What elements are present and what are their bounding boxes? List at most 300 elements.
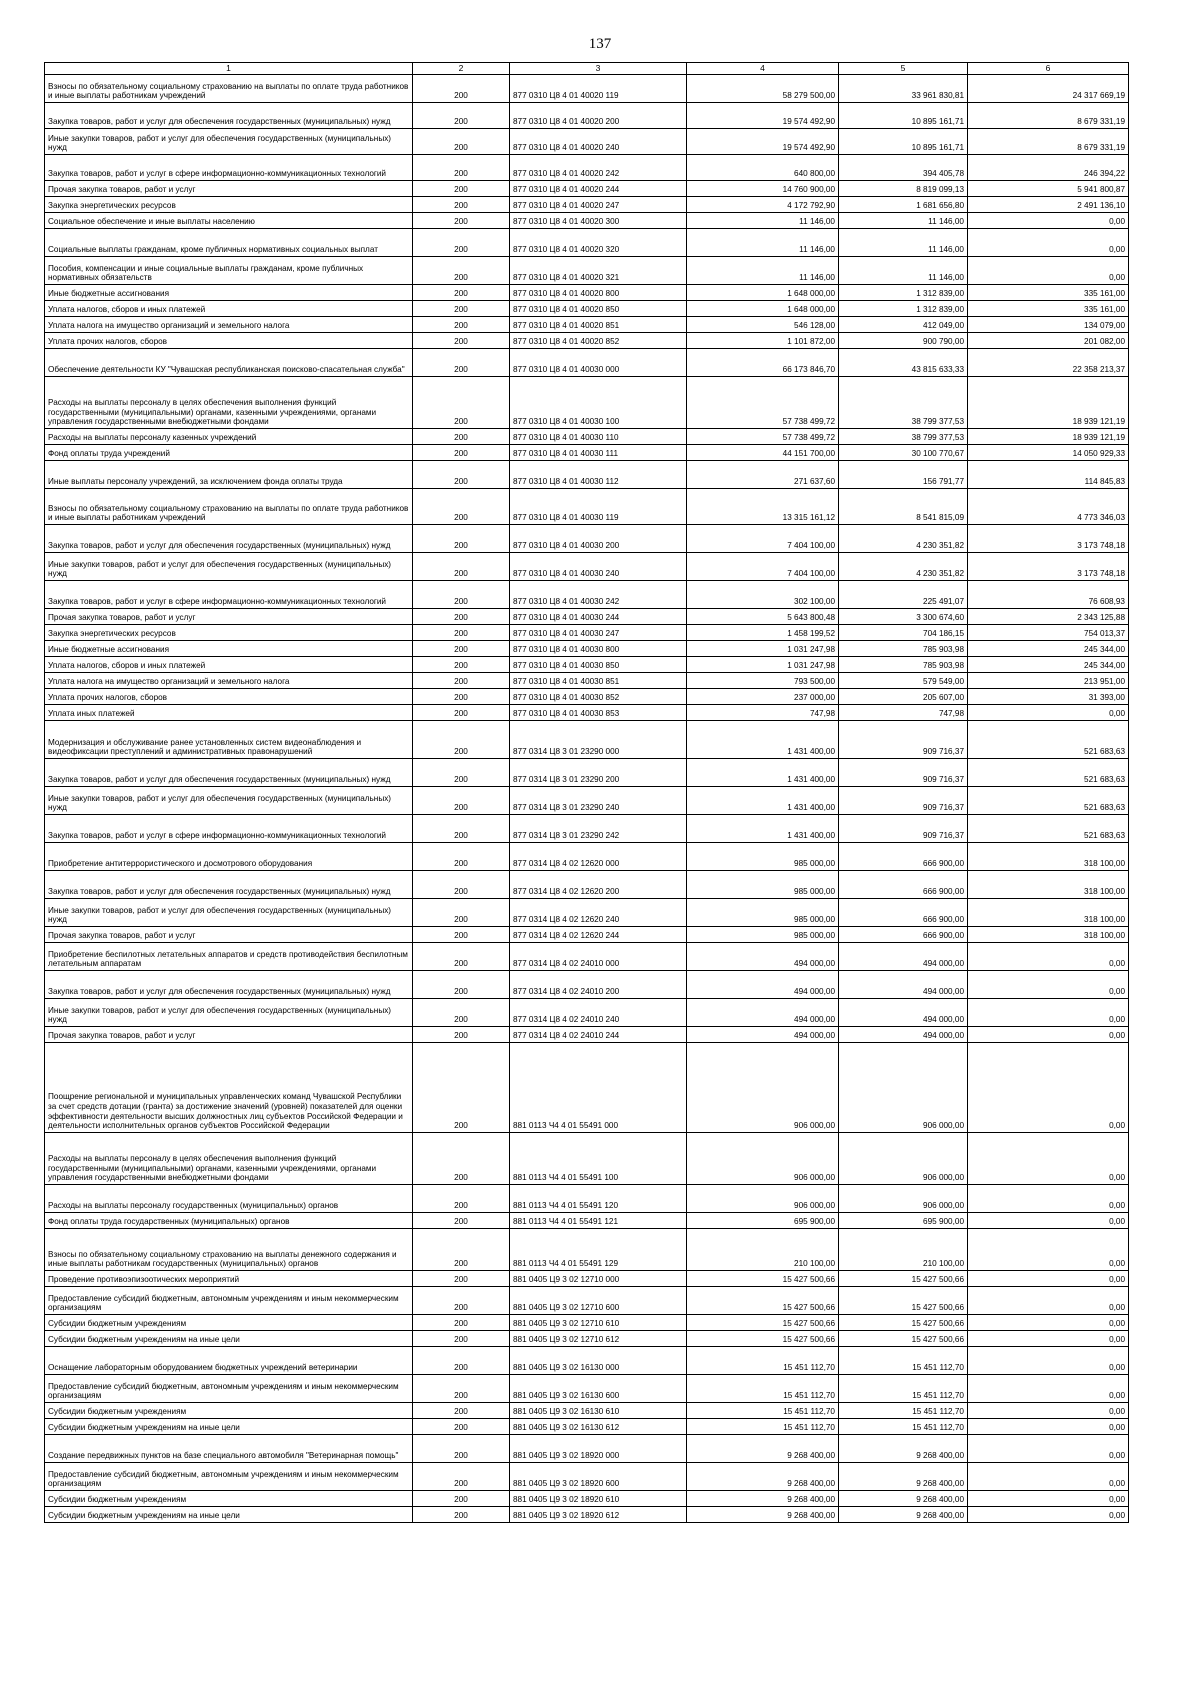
row-name: Предоставление субсидий бюджетным, автономным учреждениям и иным некоммерческим организациям (45, 1375, 413, 1403)
row-line-code: 200 (413, 333, 510, 349)
row-line-code: 200 (413, 1347, 510, 1375)
row-executed-amount: 15 451 112,70 (839, 1347, 968, 1375)
row-remaining-amount: 521 683,63 (968, 721, 1129, 759)
row-classification-code: 877 0314 Ц8 3 01 23290 242 (510, 815, 687, 843)
table-row (45, 285, 1129, 301)
row-classification-code: 881 0405 Ц9 3 02 16130 600 (510, 1375, 687, 1403)
table-row (45, 943, 1129, 971)
table-row (45, 871, 1129, 899)
row-name: Модернизация и обслуживание ранее установленных систем видеонаблюдения и видеофиксации преступлений и административных правонарушений (45, 721, 413, 759)
row-executed-amount: 15 451 112,70 (839, 1419, 968, 1435)
row-line-code: 200 (413, 553, 510, 581)
row-executed-amount: 494 000,00 (839, 943, 968, 971)
table-row (45, 581, 1129, 609)
row-approved-amount: 546 128,00 (687, 317, 839, 333)
row-remaining-amount: 0,00 (968, 1133, 1129, 1185)
row-line-code: 200 (413, 1331, 510, 1347)
row-remaining-amount: 5 941 800,87 (968, 181, 1129, 197)
row-executed-amount: 579 549,00 (839, 673, 968, 689)
row-remaining-amount: 0,00 (968, 1185, 1129, 1213)
row-line-code: 200 (413, 999, 510, 1027)
row-line-code: 200 (413, 155, 510, 181)
row-approved-amount: 1 031 247,98 (687, 641, 839, 657)
row-approved-amount: 15 451 112,70 (687, 1419, 839, 1435)
row-line-code: 200 (413, 673, 510, 689)
table-row (45, 1419, 1129, 1435)
table-row (45, 525, 1129, 553)
row-approved-amount: 15 427 500,66 (687, 1331, 839, 1347)
row-remaining-amount: 201 082,00 (968, 333, 1129, 349)
row-name: Иные закупки товаров, работ и услуг для обеспечения государственных (муниципальных) нужд (45, 787, 413, 815)
row-executed-amount: 8 819 099,13 (839, 181, 968, 197)
row-name: Закупка товаров, работ и услуг для обеспечения государственных (муниципальных) нужд (45, 971, 413, 999)
row-remaining-amount: 245 344,00 (968, 657, 1129, 673)
row-remaining-amount: 0,00 (968, 1435, 1129, 1463)
row-line-code: 200 (413, 213, 510, 229)
row-remaining-amount: 0,00 (968, 943, 1129, 971)
row-line-code: 200 (413, 429, 510, 445)
row-line-code: 200 (413, 1229, 510, 1271)
row-executed-amount: 909 716,37 (839, 815, 968, 843)
row-classification-code: 881 0113 Ч4 4 01 55491 100 (510, 1133, 687, 1185)
table-row (45, 181, 1129, 197)
row-remaining-amount: 2 343 125,88 (968, 609, 1129, 625)
row-name: Социальные выплаты гражданам, кроме публичных нормативных социальных выплат (45, 229, 413, 257)
column-number-header: 6 (968, 63, 1129, 75)
row-approved-amount: 9 268 400,00 (687, 1435, 839, 1463)
table-row (45, 1185, 1129, 1213)
row-line-code: 200 (413, 301, 510, 317)
table-row (45, 971, 1129, 999)
row-line-code: 200 (413, 1213, 510, 1229)
row-name: Поощрение региональной и муниципальных управленческих команд Чувашской Республики за счет средств дотации (гранта) за достижение значений (уровней) показателей для оценки эффективности деятельности высших должностных лиц субъектов Российской Федерации и деятельности исполнительных органов субъектов Российской Федерации (45, 1043, 413, 1133)
row-name: Субсидии бюджетным учреждениям на иные цели (45, 1419, 413, 1435)
row-line-code: 200 (413, 871, 510, 899)
row-classification-code: 877 0310 Ц8 4 01 40020 851 (510, 317, 687, 333)
table-row (45, 1315, 1129, 1331)
column-number-row (45, 63, 1129, 75)
table-row (45, 1463, 1129, 1491)
row-approved-amount: 302 100,00 (687, 581, 839, 609)
row-approved-amount: 13 315 161,12 (687, 489, 839, 525)
row-classification-code: 877 0310 Ц8 4 01 40030 112 (510, 461, 687, 489)
row-name: Иные закупки товаров, работ и услуг для обеспечения государственных (муниципальных) нужд (45, 899, 413, 927)
row-executed-amount: 205 607,00 (839, 689, 968, 705)
table-row (45, 1043, 1129, 1133)
row-line-code: 200 (413, 257, 510, 285)
row-executed-amount: 909 716,37 (839, 787, 968, 815)
row-executed-amount: 906 000,00 (839, 1043, 968, 1133)
row-executed-amount: 785 903,98 (839, 641, 968, 657)
row-classification-code: 877 0310 Ц8 4 01 40030 200 (510, 525, 687, 553)
row-approved-amount: 1 648 000,00 (687, 285, 839, 301)
row-classification-code: 881 0405 Ц9 3 02 12710 612 (510, 1331, 687, 1347)
row-remaining-amount: 31 393,00 (968, 689, 1129, 705)
row-remaining-amount: 0,00 (968, 1027, 1129, 1043)
row-executed-amount: 11 146,00 (839, 213, 968, 229)
row-approved-amount: 906 000,00 (687, 1185, 839, 1213)
row-remaining-amount: 76 608,93 (968, 581, 1129, 609)
row-executed-amount: 15 427 500,66 (839, 1315, 968, 1331)
row-classification-code: 877 0314 Ц8 4 02 24010 000 (510, 943, 687, 971)
table-row (45, 213, 1129, 229)
row-name: Создание передвижных пунктов на базе специального автомобиля "Ветеринарная помощь" (45, 1435, 413, 1463)
row-approved-amount: 15 451 112,70 (687, 1403, 839, 1419)
table-row (45, 103, 1129, 129)
row-approved-amount: 1 431 400,00 (687, 759, 839, 787)
row-approved-amount: 11 146,00 (687, 229, 839, 257)
row-executed-amount: 666 900,00 (839, 899, 968, 927)
row-classification-code: 877 0310 Ц8 4 01 40030 240 (510, 553, 687, 581)
row-name: Закупка товаров, работ и услуг для обеспечения государственных (муниципальных) нужд (45, 525, 413, 553)
row-name: Проведение противоэпизоотических мероприятий (45, 1271, 413, 1287)
row-name: Социальное обеспечение и иные выплаты населению (45, 213, 413, 229)
row-name: Закупка товаров, работ и услуг в сфере информационно-коммуникационных технологий (45, 155, 413, 181)
row-approved-amount: 793 500,00 (687, 673, 839, 689)
row-name: Предоставление субсидий бюджетным, автономным учреждениям и иным некоммерческим организациям (45, 1287, 413, 1315)
row-classification-code: 877 0310 Ц8 4 01 40030 242 (510, 581, 687, 609)
row-approved-amount: 57 738 499,72 (687, 377, 839, 429)
row-executed-amount: 494 000,00 (839, 1027, 968, 1043)
row-classification-code: 877 0310 Ц8 4 01 40030 853 (510, 705, 687, 721)
row-remaining-amount: 213 951,00 (968, 673, 1129, 689)
row-classification-code: 877 0310 Ц8 4 01 40020 244 (510, 181, 687, 197)
table-row (45, 1507, 1129, 1523)
row-classification-code: 877 0310 Ц8 4 01 40020 247 (510, 197, 687, 213)
row-executed-amount: 15 427 500,66 (839, 1331, 968, 1347)
row-classification-code: 881 0405 Ц9 3 02 18920 600 (510, 1463, 687, 1491)
table-row (45, 155, 1129, 181)
row-executed-amount: 9 268 400,00 (839, 1491, 968, 1507)
row-executed-amount: 704 186,15 (839, 625, 968, 641)
budget-table (44, 62, 1129, 1523)
row-classification-code: 881 0113 Ч4 4 01 55491 129 (510, 1229, 687, 1271)
table-row (45, 843, 1129, 871)
row-remaining-amount: 2 491 136,10 (968, 197, 1129, 213)
row-remaining-amount: 0,00 (968, 1463, 1129, 1491)
row-approved-amount: 1 648 000,00 (687, 301, 839, 317)
row-classification-code: 877 0310 Ц8 4 01 40020 320 (510, 229, 687, 257)
row-approved-amount: 906 000,00 (687, 1043, 839, 1133)
row-classification-code: 877 0310 Ц8 4 01 40030 850 (510, 657, 687, 673)
row-remaining-amount: 22 358 213,37 (968, 349, 1129, 377)
row-line-code: 200 (413, 103, 510, 129)
row-line-code: 200 (413, 377, 510, 429)
row-name: Субсидии бюджетным учреждениям на иные цели (45, 1331, 413, 1347)
row-executed-amount: 906 000,00 (839, 1133, 968, 1185)
row-line-code: 200 (413, 1507, 510, 1523)
row-executed-amount: 156 791,77 (839, 461, 968, 489)
row-executed-amount: 38 799 377,53 (839, 377, 968, 429)
row-approved-amount: 494 000,00 (687, 943, 839, 971)
table-row (45, 1375, 1129, 1403)
table-row (45, 1271, 1129, 1287)
row-line-code: 200 (413, 1419, 510, 1435)
row-approved-amount: 985 000,00 (687, 927, 839, 943)
row-approved-amount: 5 643 800,48 (687, 609, 839, 625)
row-remaining-amount: 521 683,63 (968, 759, 1129, 787)
row-approved-amount: 695 900,00 (687, 1213, 839, 1229)
row-executed-amount: 494 000,00 (839, 999, 968, 1027)
row-classification-code: 877 0314 Ц8 4 02 12620 000 (510, 843, 687, 871)
row-remaining-amount: 246 394,22 (968, 155, 1129, 181)
row-line-code: 200 (413, 129, 510, 155)
row-classification-code: 877 0314 Ц8 3 01 23290 200 (510, 759, 687, 787)
table-row (45, 461, 1129, 489)
row-approved-amount: 271 637,60 (687, 461, 839, 489)
row-classification-code: 881 0405 Ц9 3 02 12710 000 (510, 1271, 687, 1287)
row-remaining-amount: 0,00 (968, 1331, 1129, 1347)
row-classification-code: 877 0310 Ц8 4 01 40020 119 (510, 75, 687, 103)
row-executed-amount: 4 230 351,82 (839, 525, 968, 553)
row-approved-amount: 11 146,00 (687, 213, 839, 229)
row-approved-amount: 58 279 500,00 (687, 75, 839, 103)
row-line-code: 200 (413, 1027, 510, 1043)
row-name: Субсидии бюджетным учреждениям (45, 1491, 413, 1507)
row-line-code: 200 (413, 927, 510, 943)
row-name: Прочая закупка товаров, работ и услуг (45, 181, 413, 197)
row-remaining-amount: 0,00 (968, 1347, 1129, 1375)
row-line-code: 200 (413, 787, 510, 815)
row-classification-code: 877 0310 Ц8 4 01 40020 240 (510, 129, 687, 155)
row-line-code: 200 (413, 943, 510, 971)
row-executed-amount: 4 230 351,82 (839, 553, 968, 581)
row-name: Расходы на выплаты персоналу казенных учреждений (45, 429, 413, 445)
row-executed-amount: 15 451 112,70 (839, 1403, 968, 1419)
row-executed-amount: 747,98 (839, 705, 968, 721)
row-remaining-amount: 0,00 (968, 1287, 1129, 1315)
table-row (45, 333, 1129, 349)
row-name: Закупка товаров, работ и услуг в сфере информационно-коммуникационных технологий (45, 581, 413, 609)
row-classification-code: 877 0310 Ц8 4 01 40020 850 (510, 301, 687, 317)
row-remaining-amount: 0,00 (968, 1403, 1129, 1419)
row-name: Расходы на выплаты персоналу в целях обеспечения выполнения функций государственными (муниципальными) органами, казенными учреждениями, органами управления государственными внебюджетными фондами (45, 377, 413, 429)
row-approved-amount: 1 431 400,00 (687, 815, 839, 843)
row-executed-amount: 1 312 839,00 (839, 285, 968, 301)
table-row (45, 999, 1129, 1027)
row-remaining-amount: 318 100,00 (968, 899, 1129, 927)
row-approved-amount: 985 000,00 (687, 871, 839, 899)
row-name: Уплата налогов, сборов и иных платежей (45, 657, 413, 673)
table-row (45, 1229, 1129, 1271)
row-line-code: 200 (413, 1133, 510, 1185)
row-remaining-amount: 4 773 346,03 (968, 489, 1129, 525)
table-row (45, 317, 1129, 333)
row-line-code: 200 (413, 285, 510, 301)
row-classification-code: 877 0314 Ц8 3 01 23290 000 (510, 721, 687, 759)
row-remaining-amount: 0,00 (968, 229, 1129, 257)
row-remaining-amount: 18 939 121,19 (968, 429, 1129, 445)
row-line-code: 200 (413, 1315, 510, 1331)
row-classification-code: 877 0310 Ц8 4 01 40030 852 (510, 689, 687, 705)
row-name: Уплата налогов, сборов и иных платежей (45, 301, 413, 317)
table-row (45, 75, 1129, 103)
table-row (45, 721, 1129, 759)
row-executed-amount: 695 900,00 (839, 1213, 968, 1229)
row-line-code: 200 (413, 705, 510, 721)
row-executed-amount: 785 903,98 (839, 657, 968, 673)
row-executed-amount: 1 312 839,00 (839, 301, 968, 317)
row-classification-code: 881 0405 Ц9 3 02 18920 612 (510, 1507, 687, 1523)
table-row (45, 377, 1129, 429)
row-classification-code: 877 0310 Ц8 4 01 40020 242 (510, 155, 687, 181)
row-approved-amount: 1 458 199,52 (687, 625, 839, 641)
table-row (45, 129, 1129, 155)
row-approved-amount: 15 427 500,66 (687, 1287, 839, 1315)
row-approved-amount: 1 431 400,00 (687, 721, 839, 759)
table-row (45, 349, 1129, 377)
row-executed-amount: 210 100,00 (839, 1229, 968, 1271)
table-row (45, 197, 1129, 213)
row-remaining-amount: 335 161,00 (968, 285, 1129, 301)
row-name: Оснащение лабораторным оборудованием бюджетных учреждений ветеринарии (45, 1347, 413, 1375)
row-line-code: 200 (413, 445, 510, 461)
row-line-code: 200 (413, 721, 510, 759)
row-remaining-amount: 318 100,00 (968, 843, 1129, 871)
row-approved-amount: 19 574 492,90 (687, 103, 839, 129)
row-remaining-amount: 0,00 (968, 1419, 1129, 1435)
row-line-code: 200 (413, 489, 510, 525)
column-number-header: 1 (45, 63, 413, 75)
row-name: Приобретение антитеррористического и досмотрового оборудования (45, 843, 413, 871)
table-row (45, 787, 1129, 815)
row-classification-code: 877 0314 Ц8 4 02 24010 200 (510, 971, 687, 999)
row-approved-amount: 494 000,00 (687, 1027, 839, 1043)
row-classification-code: 881 0405 Ц9 3 02 16130 610 (510, 1403, 687, 1419)
row-name: Взносы по обязательному социальному страхованию на выплаты по оплате труда работников и иные выплаты работникам учреждений (45, 489, 413, 525)
row-approved-amount: 15 451 112,70 (687, 1347, 839, 1375)
row-classification-code: 877 0310 Ц8 4 01 40030 247 (510, 625, 687, 641)
row-line-code: 200 (413, 1403, 510, 1419)
table-row (45, 899, 1129, 927)
row-name: Прочая закупка товаров, работ и услуг (45, 1027, 413, 1043)
row-approved-amount: 9 268 400,00 (687, 1463, 839, 1491)
row-remaining-amount: 0,00 (968, 213, 1129, 229)
row-name: Иные закупки товаров, работ и услуг для обеспечения государственных (муниципальных) нужд (45, 129, 413, 155)
table-row (45, 1287, 1129, 1315)
row-executed-amount: 10 895 161,71 (839, 129, 968, 155)
row-classification-code: 881 0405 Ц9 3 02 12710 600 (510, 1287, 687, 1315)
row-approved-amount: 9 268 400,00 (687, 1491, 839, 1507)
row-remaining-amount: 318 100,00 (968, 927, 1129, 943)
table-row (45, 1403, 1129, 1419)
table-row (45, 257, 1129, 285)
row-line-code: 200 (413, 317, 510, 333)
row-approved-amount: 11 146,00 (687, 257, 839, 285)
row-name: Иные закупки товаров, работ и услуг для обеспечения государственных (муниципальных) нужд (45, 999, 413, 1027)
row-classification-code: 881 0113 Ч4 4 01 55491 120 (510, 1185, 687, 1213)
row-remaining-amount: 0,00 (968, 1213, 1129, 1229)
row-name: Субсидии бюджетным учреждениям (45, 1315, 413, 1331)
row-name: Уплата налога на имущество организаций и земельного налога (45, 673, 413, 689)
row-executed-amount: 15 427 500,66 (839, 1287, 968, 1315)
row-classification-code: 877 0314 Ц8 4 02 12620 240 (510, 899, 687, 927)
row-executed-amount: 9 268 400,00 (839, 1435, 968, 1463)
row-approved-amount: 15 451 112,70 (687, 1375, 839, 1403)
row-name: Уплата прочих налогов, сборов (45, 689, 413, 705)
row-classification-code: 877 0314 Ц8 4 02 12620 244 (510, 927, 687, 943)
row-remaining-amount: 0,00 (968, 705, 1129, 721)
row-classification-code: 877 0310 Ц8 4 01 40030 111 (510, 445, 687, 461)
table-row (45, 927, 1129, 943)
row-line-code: 200 (413, 657, 510, 673)
row-remaining-amount: 3 173 748,18 (968, 553, 1129, 581)
row-executed-amount: 10 895 161,71 (839, 103, 968, 129)
column-number-header: 2 (413, 63, 510, 75)
row-executed-amount: 3 300 674,60 (839, 609, 968, 625)
row-approved-amount: 906 000,00 (687, 1133, 839, 1185)
row-classification-code: 881 0113 Ч4 4 01 55491 121 (510, 1213, 687, 1229)
row-executed-amount: 30 100 770,67 (839, 445, 968, 461)
row-approved-amount: 44 151 700,00 (687, 445, 839, 461)
row-classification-code: 877 0310 Ц8 4 01 40030 110 (510, 429, 687, 445)
row-approved-amount: 1 431 400,00 (687, 787, 839, 815)
row-remaining-amount: 8 679 331,19 (968, 103, 1129, 129)
table-row (45, 609, 1129, 625)
row-executed-amount: 1 681 656,80 (839, 197, 968, 213)
row-classification-code: 881 0405 Ц9 3 02 12710 610 (510, 1315, 687, 1331)
row-name: Взносы по обязательному социальному страхованию на выплаты по оплате труда работников и иные выплаты работникам учреждений (45, 75, 413, 103)
row-executed-amount: 906 000,00 (839, 1185, 968, 1213)
row-classification-code: 881 0405 Ц9 3 02 16130 612 (510, 1419, 687, 1435)
table-row (45, 553, 1129, 581)
row-line-code: 200 (413, 1043, 510, 1133)
row-classification-code: 881 0405 Ц9 3 02 18920 000 (510, 1435, 687, 1463)
row-name: Обеспечение деятельности КУ "Чувашская республиканская поисково-спасательная служба" (45, 349, 413, 377)
row-line-code: 200 (413, 229, 510, 257)
row-line-code: 200 (413, 1375, 510, 1403)
row-remaining-amount: 521 683,63 (968, 787, 1129, 815)
row-line-code: 200 (413, 181, 510, 197)
row-name: Иные бюджетные ассигнования (45, 285, 413, 301)
row-remaining-amount: 18 939 121,19 (968, 377, 1129, 429)
row-name: Фонд оплаты труда учреждений (45, 445, 413, 461)
table-row (45, 1331, 1129, 1347)
row-classification-code: 877 0310 Ц8 4 01 40020 800 (510, 285, 687, 301)
row-line-code: 200 (413, 689, 510, 705)
row-executed-amount: 8 541 815,09 (839, 489, 968, 525)
row-name: Закупка товаров, работ и услуг для обеспечения государственных (муниципальных) нужд (45, 103, 413, 129)
row-executed-amount: 9 268 400,00 (839, 1463, 968, 1491)
row-name: Закупка товаров, работ и услуг в сфере информационно-коммуникационных технологий (45, 815, 413, 843)
row-classification-code: 881 0405 Ц9 3 02 18920 610 (510, 1491, 687, 1507)
budget-table-body (45, 63, 1129, 1523)
row-executed-amount: 494 000,00 (839, 971, 968, 999)
row-remaining-amount: 0,00 (968, 1229, 1129, 1271)
row-classification-code: 881 0405 Ц9 3 02 16130 000 (510, 1347, 687, 1375)
row-remaining-amount: 335 161,00 (968, 301, 1129, 317)
row-line-code: 200 (413, 525, 510, 553)
row-remaining-amount: 318 100,00 (968, 871, 1129, 899)
row-remaining-amount: 521 683,63 (968, 815, 1129, 843)
row-approved-amount: 494 000,00 (687, 971, 839, 999)
row-line-code: 200 (413, 581, 510, 609)
row-remaining-amount: 14 050 929,33 (968, 445, 1129, 461)
row-approved-amount: 19 574 492,90 (687, 129, 839, 155)
row-line-code: 200 (413, 1491, 510, 1507)
table-row (45, 429, 1129, 445)
row-executed-amount: 225 491,07 (839, 581, 968, 609)
row-executed-amount: 33 961 830,81 (839, 75, 968, 103)
row-executed-amount: 38 799 377,53 (839, 429, 968, 445)
row-approved-amount: 1 031 247,98 (687, 657, 839, 673)
row-name: Прочая закупка товаров, работ и услуг (45, 927, 413, 943)
row-remaining-amount: 0,00 (968, 1043, 1129, 1133)
row-remaining-amount: 114 845,83 (968, 461, 1129, 489)
row-name: Прочая закупка товаров, работ и услуг (45, 609, 413, 625)
row-approved-amount: 237 000,00 (687, 689, 839, 705)
row-name: Взносы по обязательному социальному страхованию на выплаты денежного содержания и иные выплаты работникам государственных (муниципальных) органов (45, 1229, 413, 1271)
